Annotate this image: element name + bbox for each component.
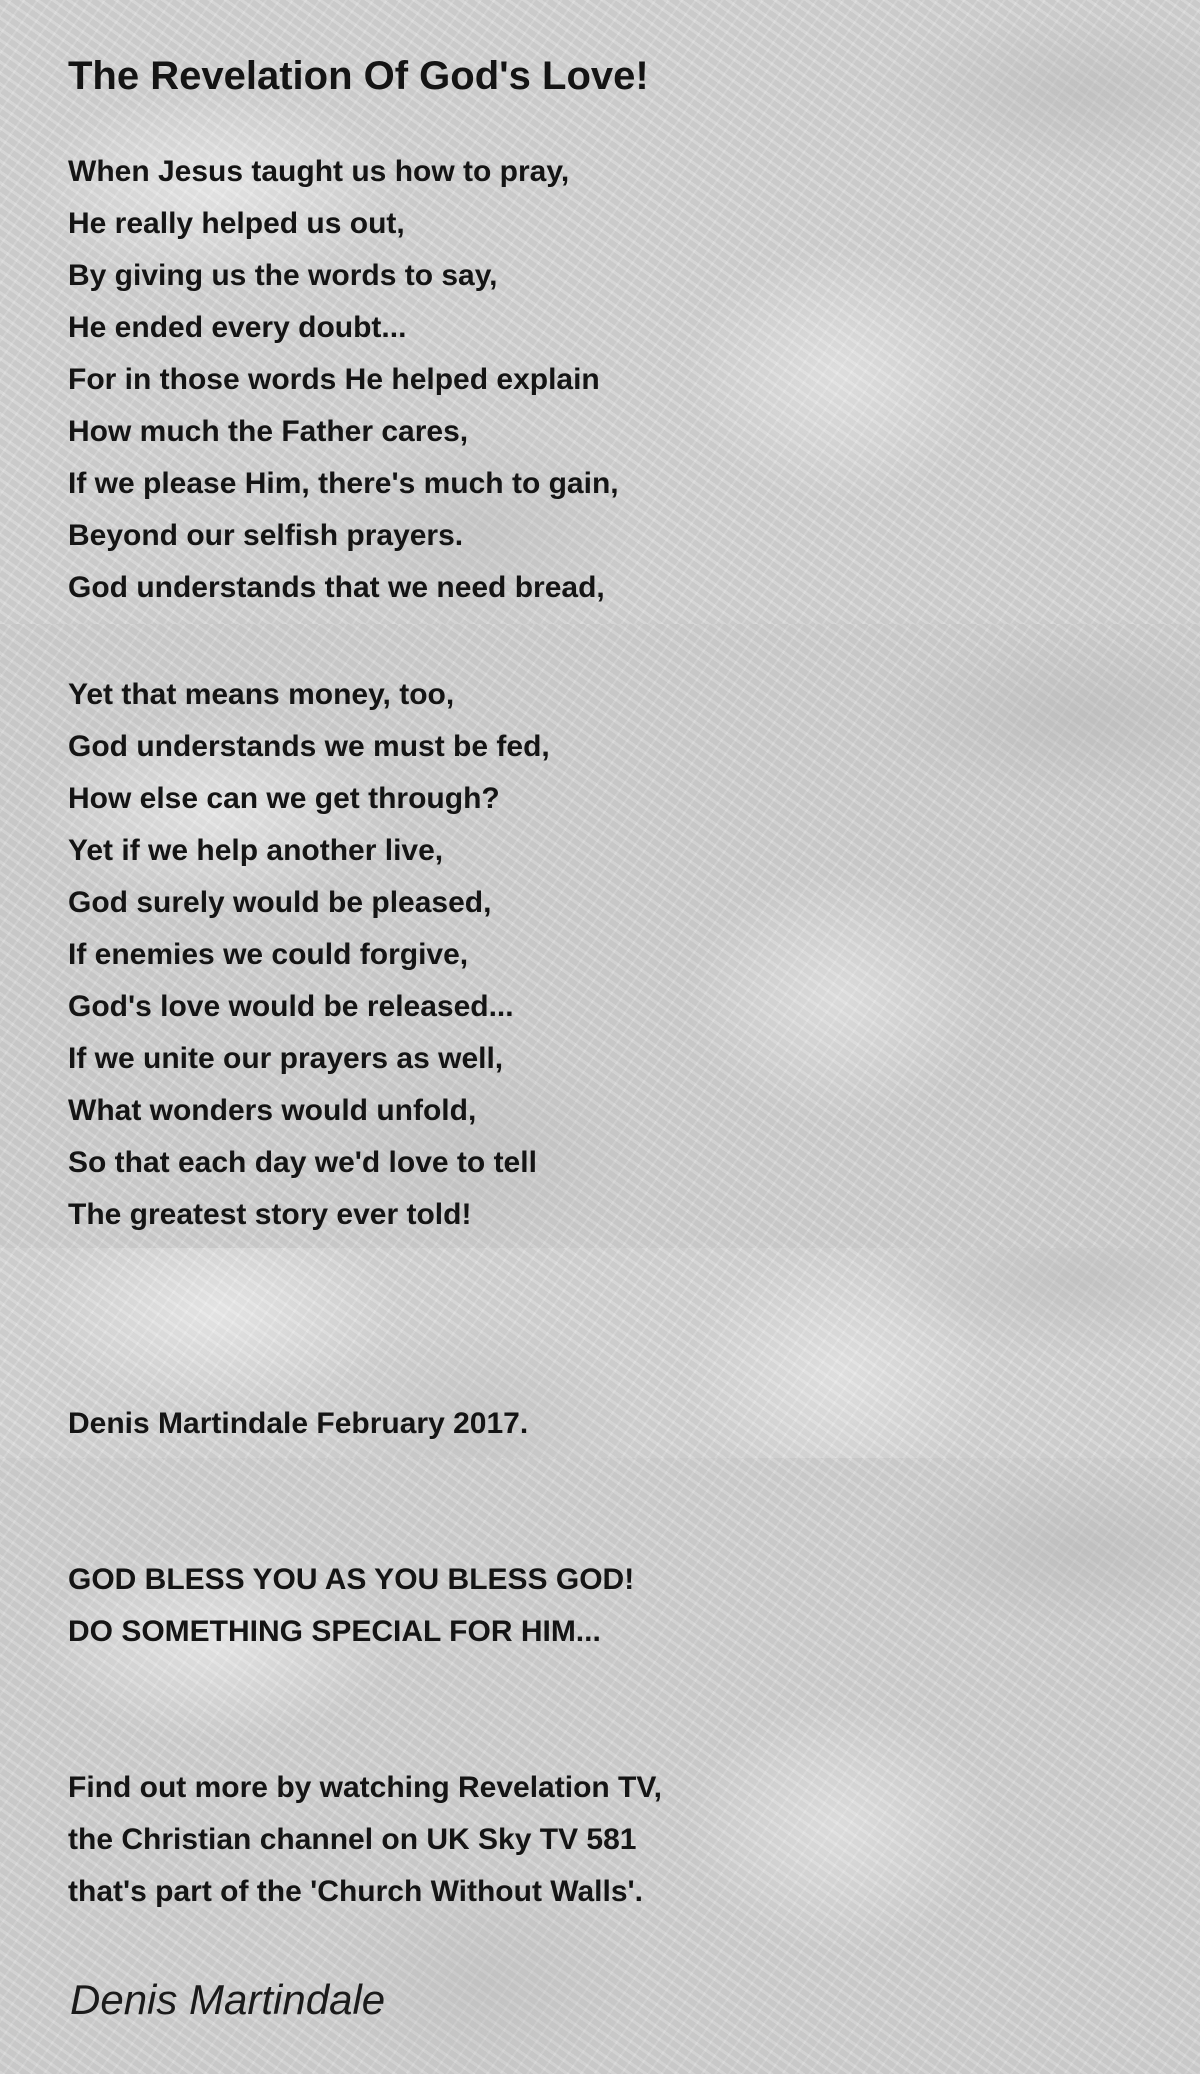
poem-line: What wonders would unfold,	[68, 1094, 477, 1127]
blessing-line: DO SOMETHING SPECIAL FOR HIM...	[68, 1615, 601, 1648]
poem-line: For in those words He helped explain	[68, 363, 600, 396]
poem-line: How else can we get through?	[68, 782, 500, 815]
footer-line: the Christian channel on UK Sky TV 581	[68, 1823, 637, 1856]
poem-line: When Jesus taught us how to pray,	[68, 155, 570, 188]
poem-line: God understands that we need bread,	[68, 571, 605, 604]
poem-line: Yet if we help another live,	[68, 834, 444, 867]
poem-line: By giving us the words to say,	[68, 259, 498, 292]
poem-line: So that each day we'd love to tell	[68, 1146, 537, 1179]
poem-dateline: Denis Martindale February 2017.	[68, 1407, 529, 1440]
poem-line: If enemies we could forgive,	[68, 938, 469, 971]
footer-line: that's part of the 'Church Without Walls'.	[68, 1875, 643, 1908]
poem-title: The Revelation Of God's Love!	[68, 54, 649, 98]
footer-line: Find out more by watching Revelation TV,	[68, 1771, 662, 1804]
author-signature: Denis Martindale	[70, 1976, 386, 2023]
poem-line: The greatest story ever told!	[68, 1198, 472, 1231]
poem-line: He really helped us out,	[68, 207, 405, 240]
poem-line: If we unite our prayers as well,	[68, 1042, 504, 1075]
blessing-line: GOD BLESS YOU AS YOU BLESS GOD!	[68, 1563, 635, 1596]
poem-line: He ended every doubt...	[68, 311, 407, 344]
poem-line: How much the Father cares,	[68, 415, 469, 448]
poem-line: Yet that means money, too,	[68, 678, 455, 711]
poem-line: God surely would be pleased,	[68, 886, 492, 919]
poem-line: Beyond our selfish prayers.	[68, 519, 464, 552]
poem-line: God's love would be released...	[68, 990, 514, 1023]
poem-line: God understands we must be fed,	[68, 730, 550, 763]
poem-line: If we please Him, there's much to gain,	[68, 467, 619, 500]
